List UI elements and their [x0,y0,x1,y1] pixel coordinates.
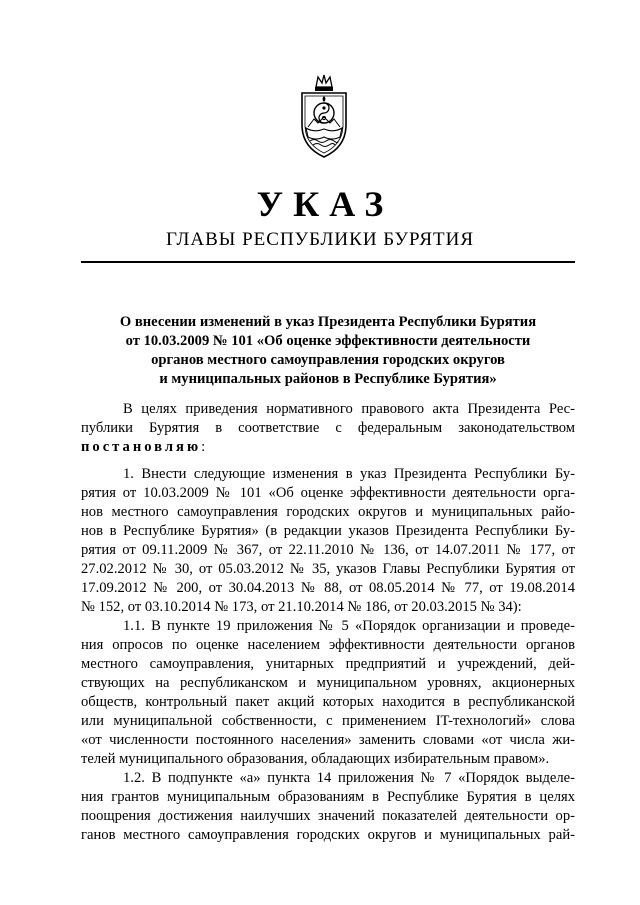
decree-item-line: ния опросов по оценке населением эффективности деятельности органов [81,637,575,653]
decree-item-line: № 152, от 03.10.2014 № 173, от 21.10.2014 № 186, от 20.03.2015 № 34): [81,599,522,615]
decree-item-line: 27.02.2012 № 30, от 05.03.2012 № 35, указов Главы Республики Бурятия от [81,561,575,577]
decree-items [81,465,575,845]
decree-item-line: ствующих на республиканском и муниципальном уровнях, акционерных [81,675,575,691]
decree-item-line: нов местного самоуправления городских округов и муниципальных райо- [81,504,575,520]
decree-item-line: телей муниципального образования, обладающих избирательным правом». [81,751,550,767]
decree-item-line: местного самоуправления, унитарных предприятий и учреждений, дей- [81,656,575,672]
title-line: и муниципальных районов в Республике Бурятия» [159,371,497,387]
decree-item-line: 1.2. В подпункте «а» пункта 14 приложения № 7 «Порядок выделе- [123,770,575,786]
preamble-paragraph [81,400,575,457]
issuer-heading: ГЛАВЫ РЕСПУБЛИКИ БУРЯТИЯ [165,229,475,250]
decree-colon: : [201,439,206,455]
decree-item-line: нов в Республике Бурятия» (в редакции указов Президента Республики Бу- [81,523,575,539]
document-title [81,313,575,389]
decree-item-line: «от численности постоянного населения» заменить словами «от числа жи- [81,732,575,748]
preamble-line: публики Бурятия в соответствие с федеральным законодательством [81,420,575,436]
decree-item-line: рятия от 10.03.2009 № 101 «Об оценке эффективности деятельности орга- [81,485,575,501]
decree-item-line: или муниципальной собственности, с применением IT-технологий» слова [81,713,575,729]
decree-item-line: рятия от 09.11.2009 № 367, от 22.11.2010 № 136, от 14.07.2011 № 177, от [81,542,575,558]
header-divider [81,261,575,263]
decree-line [81,438,575,457]
decree-item-line: ния грантов муниципальным образованиям в Республике Бурятия в целях [81,789,575,805]
decree-word: постановляю [81,439,202,455]
decree-item-line: ганов местного самоуправления городских округов и муниципальных рай- [81,827,575,843]
preamble-line: В целях приведения нормативного правового акта Президента Рес- [123,401,575,417]
decree-item-line: 17.09.2012 № 200, от 30.04.2013 № 88, от 08.05.2014 № 77, от 19.08.2014 [81,580,575,596]
coat-of-arms-icon [294,73,354,159]
title-line: от 10.03.2009 № 101 «Об оценке эффективности деятельности [125,333,531,349]
title-line: О внесении изменений в указ Президента Республики Бурятия [119,314,537,330]
decree-item-line: обществ, контрольный пакет акций которых находится в республиканской [81,694,575,710]
decree-item-line: поощрения достижения наилучших значений показателей деятельности ор- [81,808,575,824]
document-type-heading: УКАЗ [256,184,394,224]
decree-item-line: 1.1. В пункте 19 приложения № 5 «Порядок организации и проведе- [123,618,575,634]
title-line: органов местного самоуправления городских округов [151,352,505,368]
decree-item-line: 1. Внести следующие изменения в указ Президента Республики Бу- [123,466,575,482]
